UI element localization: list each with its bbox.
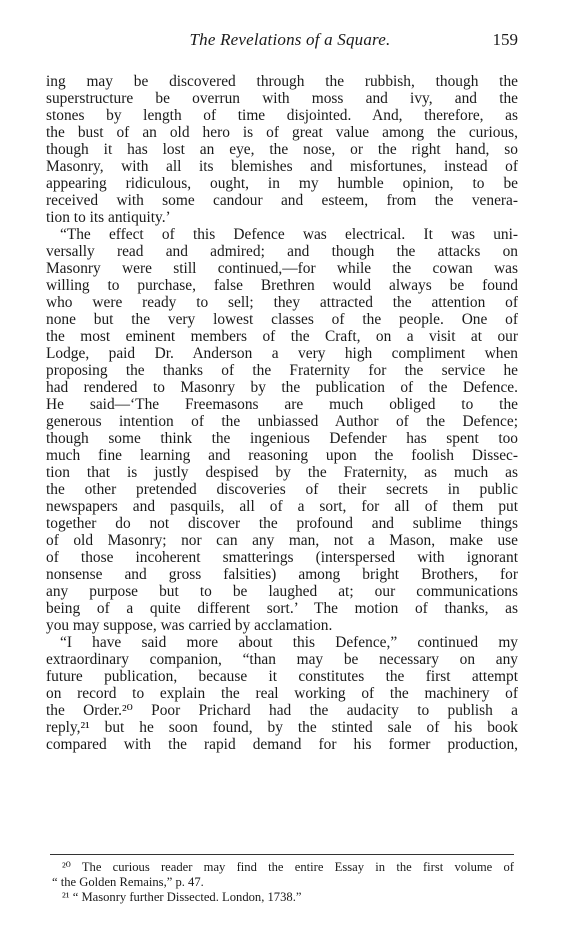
text-line: though some think the ingenious Defender has spent too [46,430,518,447]
text-line: Lodge, paid Dr. Anderson a very high compliment when [46,345,518,362]
text-line: much fine learning and reasoning upon the foolish Dissec- [46,447,518,464]
text-line: of old Masonry; nor can any man, not a Mason, make use [46,532,518,549]
footnote-line: ²⁰ The curious reader may find the entire Essay in the first volume of [62,860,514,874]
text-line: Masonry, with all its blemishes and misfortunes, instead of [46,158,518,175]
text-line: “I have said more about this Defence,” continued my [60,634,518,651]
text-line: on record to explain the real working of the machinery of [46,685,518,702]
text-line: who were ready to sell; they attracted the attention of [46,294,518,311]
text-line: the Order.²⁰ Poor Prichard had the audacity to publish a [46,702,518,719]
page-number: 159 [492,30,518,49]
text-line: reply,²¹ but he soon found, by the stinted sale of his book [46,719,518,736]
text-line: tion to its antiquity.’ [46,209,171,226]
text-line: you may suppose, was carried by acclamation. [46,617,333,634]
text-line: versally read and admired; and though the attacks on [46,243,518,260]
text-line: of those incoherent smatterings (interspersed with ignorant [46,549,518,566]
text-line: “The effect of this Defence was electrical. It was uni- [60,226,518,243]
footnote-line: ²¹ “ Masonry further Dissected. London, 1738.” [62,890,302,904]
text-line: none but the very lowest classes of the people. One of [46,311,518,328]
text-line: proposing the thanks of the Fraternity for the service he [46,362,518,379]
text-line: nonsense and gross falsities) among bright Brothers, for [46,566,518,583]
text-line: stones by length of time disjointed. And, therefore, as [46,107,518,124]
text-line: being of a quite different sort.’ The motion of thanks, as [46,600,518,617]
text-line: He said—‘The Freemasons are much obliged to the [46,396,518,413]
text-line: Masonry were still continued,—for while the cowan was [46,260,518,277]
text-line: ing may be discovered through the rubbish, though the [46,73,518,90]
body-text [46,73,518,753]
text-line: superstructure be overrun with moss and ivy, and the [46,90,518,107]
text-line: together do not discover the profound and sublime things [46,515,518,532]
running-title: The Revelations of a Square. [189,30,391,49]
text-line: the most eminent members of the Craft, on a visit at our [46,328,518,345]
footnote-divider [50,854,514,855]
running-head [60,30,520,54]
text-line: though it has lost an eye, the nose, or the right hand, so [46,141,518,158]
footnotes [52,860,514,905]
text-line: the bust of an old hero is of great value among the curious, [46,124,518,141]
text-line: newspapers and pasquils, all of a sort, for all of them put [46,498,518,515]
text-line: willing to purchase, false Brethren would always be found [46,277,518,294]
text-line: the other pretended discoveries of their secrets in public [46,481,518,498]
text-line: compared with the rapid demand for his former production, [46,736,518,753]
text-line: appearing ridiculous, ought, in my humble opinion, to be [46,175,518,192]
text-line: extraordinary companion, “than may be necessary on any [46,651,518,668]
text-line: any purpose but to be laughed at; our communications [46,583,518,600]
text-line: future publication, because it constitutes the first attempt [46,668,518,685]
text-line: generous intention of the unbiassed Author of the Defence; [46,413,518,430]
text-line: tion that is justly despised by the Fraternity, as much as [46,464,518,481]
text-line: received with some candour and esteem, from the venera- [46,192,518,209]
text-line: had rendered to Masonry by the publication of the Defence. [46,379,518,396]
footnote-line: “ the Golden Remains,” p. 47. [52,875,204,889]
